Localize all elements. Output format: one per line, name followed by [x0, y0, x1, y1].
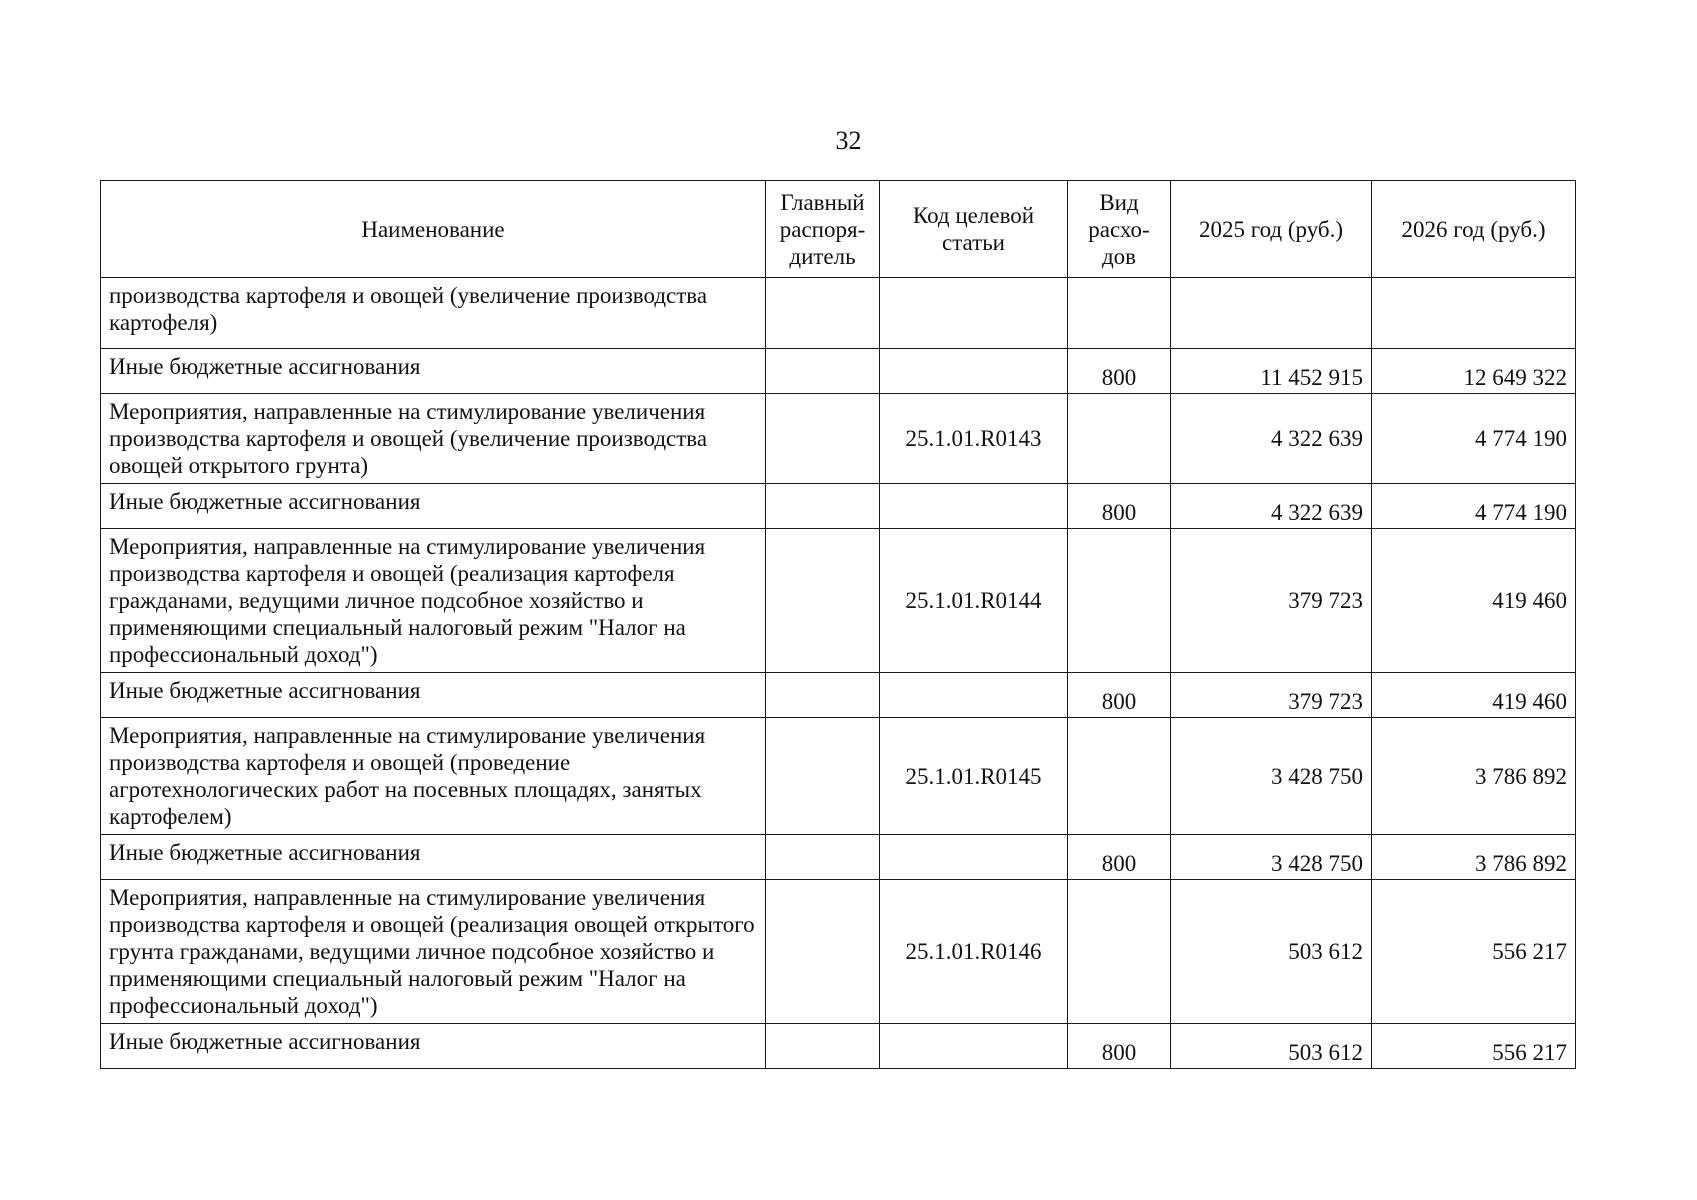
row-amount-2026: 3 786 892 — [1372, 718, 1576, 835]
row-amount-2026: 3 786 892 — [1372, 835, 1576, 880]
row-amount-2026: 419 460 — [1372, 673, 1576, 718]
row-amount-2026: 556 217 — [1372, 880, 1576, 1024]
table-header-row — [101, 181, 1576, 278]
row-target-code — [880, 349, 1068, 394]
row-amount-2026: 4 774 190 — [1372, 394, 1576, 484]
row-manager — [766, 1024, 880, 1069]
row-amount-2025: 3 428 750 — [1171, 835, 1372, 880]
row-name: Иные бюджетные ассигнования — [101, 1024, 766, 1069]
row-target-code — [880, 484, 1068, 529]
row-amount-2026: 12 649 322 — [1372, 349, 1576, 394]
row-name: Мероприятия, направленные на стимулирование увеличения производства картофеля и овощей (увеличение производства овощей открытого грунта) — [101, 394, 766, 484]
row-expense-type — [1068, 718, 1171, 835]
row-manager — [766, 529, 880, 673]
table-row — [101, 718, 1576, 835]
row-amount-2026: 556 217 — [1372, 1024, 1576, 1069]
row-name: Иные бюджетные ассигнования — [101, 835, 766, 880]
row-manager — [766, 349, 880, 394]
header-expense-type: Вид расхо-дов — [1068, 181, 1171, 278]
row-amount-2025: 11 452 915 — [1171, 349, 1372, 394]
budget-table — [100, 180, 1576, 1069]
table-row — [101, 529, 1576, 673]
row-amount-2025: 4 322 639 — [1171, 484, 1372, 529]
row-target-code — [880, 278, 1068, 349]
row-expense-type: 800 — [1068, 484, 1171, 529]
table-row — [101, 880, 1576, 1024]
row-amount-2026 — [1372, 278, 1576, 349]
row-amount-2025: 379 723 — [1171, 673, 1372, 718]
row-amount-2025: 503 612 — [1171, 1024, 1372, 1069]
row-manager — [766, 394, 880, 484]
row-name: Мероприятия, направленные на стимулирование увеличения производства картофеля и овощей (реализация овощей открытого грунта гражданами, ведущими личное подсобное хозяйство и применяющими специальный налоговый режим "Налог на профессиональный доход") — [101, 880, 766, 1024]
row-amount-2025: 379 723 — [1171, 529, 1372, 673]
row-manager — [766, 835, 880, 880]
header-target-code: Код целевой статьи — [880, 181, 1068, 278]
row-name: Мероприятия, направленные на стимулирование увеличения производства картофеля и овощей (проведение агротехнологических работ на посевных площадях, занятых картофелем) — [101, 718, 766, 835]
row-expense-type — [1068, 278, 1171, 349]
row-amount-2025 — [1171, 278, 1372, 349]
row-target-code: 25.1.01.R0144 — [880, 529, 1068, 673]
row-amount-2026: 4 774 190 — [1372, 484, 1576, 529]
row-target-code — [880, 835, 1068, 880]
table-row — [101, 278, 1576, 349]
header-name: Наименование — [101, 181, 766, 278]
page-number: 32 — [835, 126, 862, 155]
row-expense-type: 800 — [1068, 1024, 1171, 1069]
row-manager — [766, 673, 880, 718]
header-year-2026: 2026 год (руб.) — [1372, 181, 1576, 278]
table-row — [101, 835, 1576, 880]
row-manager — [766, 278, 880, 349]
row-name: Мероприятия, направленные на стимулирование увеличения производства картофеля и овощей (реализация картофеля гражданами, ведущими личное подсобное хозяйство и применяющими специальный налоговый режим "Налог на профессиональный доход") — [101, 529, 766, 673]
table-row — [101, 1024, 1576, 1069]
row-amount-2025: 503 612 — [1171, 880, 1372, 1024]
table-row — [101, 673, 1576, 718]
row-expense-type: 800 — [1068, 673, 1171, 718]
row-name: Иные бюджетные ассигнования — [101, 349, 766, 394]
table-row — [101, 394, 1576, 484]
row-amount-2025: 4 322 639 — [1171, 394, 1372, 484]
row-target-code — [880, 673, 1068, 718]
row-expense-type: 800 — [1068, 349, 1171, 394]
header-manager: Главный распоря-дитель — [766, 181, 880, 278]
header-year-2025: 2025 год (руб.) — [1171, 181, 1372, 278]
table-row — [101, 484, 1576, 529]
row-expense-type — [1068, 529, 1171, 673]
row-manager — [766, 880, 880, 1024]
table-row — [101, 349, 1576, 394]
row-amount-2026: 419 460 — [1372, 529, 1576, 673]
row-name: производства картофеля и овощей (увеличение производства картофеля) — [101, 278, 766, 349]
row-expense-type — [1068, 880, 1171, 1024]
row-expense-type — [1068, 394, 1171, 484]
row-target-code — [880, 1024, 1068, 1069]
row-target-code: 25.1.01.R0145 — [880, 718, 1068, 835]
row-name: Иные бюджетные ассигнования — [101, 673, 766, 718]
row-manager — [766, 718, 880, 835]
row-target-code: 25.1.01.R0146 — [880, 880, 1068, 1024]
row-target-code: 25.1.01.R0143 — [880, 394, 1068, 484]
row-name: Иные бюджетные ассигнования — [101, 484, 766, 529]
row-manager — [766, 484, 880, 529]
row-amount-2025: 3 428 750 — [1171, 718, 1372, 835]
row-expense-type: 800 — [1068, 835, 1171, 880]
